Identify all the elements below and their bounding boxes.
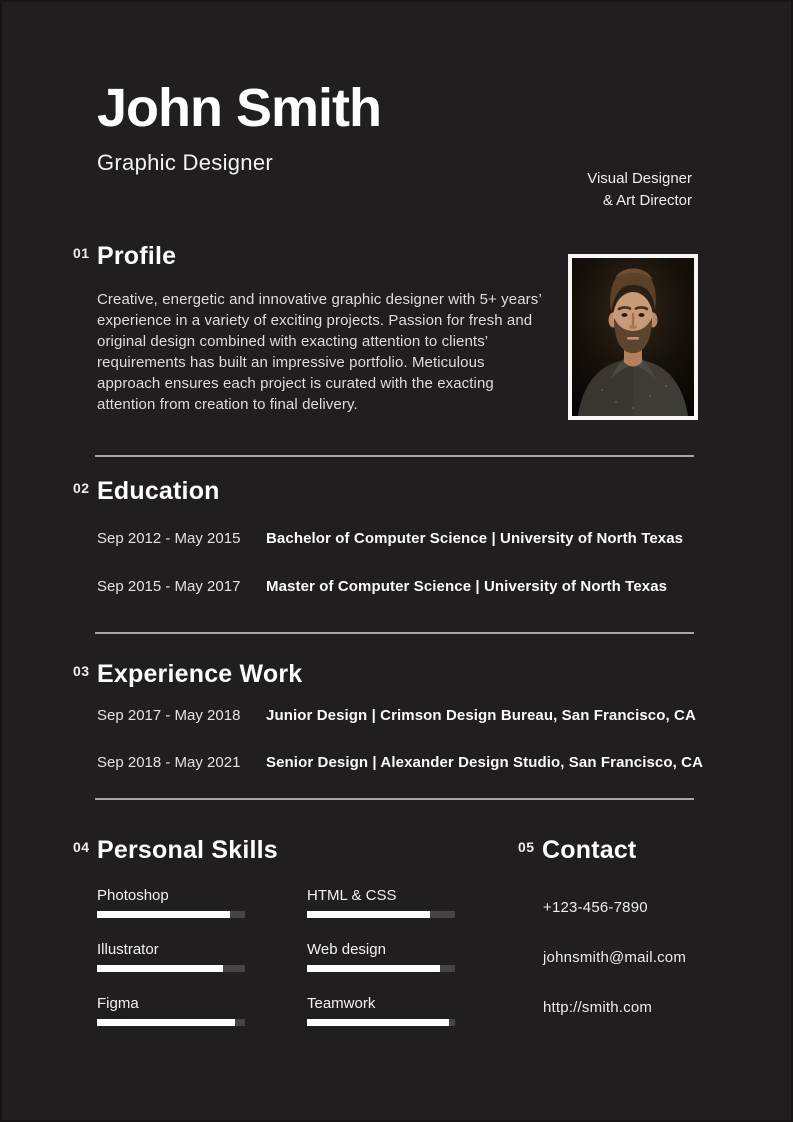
section-title-skills: Personal Skills	[97, 836, 278, 865]
section-number-contact: 05	[518, 839, 535, 856]
education-degree: Bachelor of Computer Science | University of North Texas	[266, 530, 684, 548]
contact-column	[518, 836, 793, 1049]
portrait-photo	[568, 254, 698, 420]
skill-bar	[97, 1019, 245, 1026]
experience-position: Junior Design | Crimson Design Bureau, San Francisco, CA	[266, 707, 696, 725]
section-number-education: 02	[73, 480, 90, 497]
section-number-skills: 04	[73, 839, 90, 856]
section-number-experience: 03	[73, 663, 90, 680]
tagline-line-1: Visual Designer	[587, 170, 692, 187]
skill-item	[97, 995, 245, 1026]
experience-period: Sep 2018 - May 2021	[97, 754, 241, 772]
skill-bar-fill	[97, 1019, 235, 1026]
skill-item	[307, 995, 455, 1026]
skill-label: Teamwork	[307, 995, 376, 1013]
skill-bar	[97, 965, 245, 972]
skill-item	[307, 941, 455, 972]
skills-col-1	[97, 887, 245, 1049]
education-degree: Master of Computer Science | University of North Texas	[266, 578, 668, 596]
section-education-header	[73, 477, 793, 506]
contact-phone[interactable]: +123-456-7890	[543, 899, 648, 917]
tagline	[587, 168, 692, 212]
section-contact-header	[518, 836, 793, 865]
skill-bar-fill	[307, 965, 440, 972]
skill-bar-fill	[307, 911, 430, 918]
section-number-profile: 01	[73, 245, 90, 262]
profile-summary: Creative, energetic and innovative graphic designer with 5+ years’ experience in a variety of exciting projects. Passion for fresh and original design combined with exacting attention to clients’ requirements has built an impressive portfolio. Meticulous approach ensures each project is curated with the exacting attention from creation to final delivery.	[97, 291, 542, 414]
skill-bar	[307, 911, 455, 918]
section-title-profile: Profile	[97, 242, 177, 271]
divider-3	[95, 798, 694, 800]
education-period: Sep 2012 - May 2015	[97, 530, 241, 548]
skill-label: Figma	[97, 995, 139, 1013]
portrait-photo-art	[572, 258, 694, 416]
skill-bar	[97, 911, 245, 918]
contact-email[interactable]: johnsmith@mail.com	[543, 949, 687, 967]
section-experience-header	[73, 660, 793, 689]
tagline-line-2: & Art Director	[602, 192, 692, 209]
skill-bar-fill	[97, 965, 223, 972]
skill-item	[97, 941, 245, 972]
person-role: Graphic Designer	[97, 150, 273, 176]
divider-2	[95, 632, 694, 634]
education-period: Sep 2015 - May 2017	[97, 578, 241, 596]
skill-label: Web design	[307, 941, 386, 959]
skills-column	[73, 836, 518, 1049]
skill-label: Illustrator	[97, 941, 159, 959]
experience-row	[97, 707, 793, 725]
experience-position: Senior Design | Alexander Design Studio, San Francisco, CA	[266, 754, 704, 772]
experience-row	[97, 754, 793, 772]
skills-grid	[97, 887, 518, 1049]
skill-label: Photoshop	[97, 887, 169, 905]
contact-website[interactable]: http://smith.com	[543, 999, 653, 1017]
skills-col-2	[307, 887, 455, 1049]
section-title-contact: Contact	[542, 836, 637, 865]
skill-bar-fill	[97, 911, 230, 918]
education-row	[97, 530, 793, 548]
section-skills-header	[73, 836, 518, 865]
header	[0, 0, 793, 176]
divider-1	[95, 455, 694, 457]
skill-bar-fill	[307, 1019, 449, 1026]
education-row	[97, 578, 793, 596]
contact-items	[543, 899, 793, 1016]
skill-label: HTML & CSS	[307, 887, 397, 905]
skill-bar	[307, 1019, 455, 1026]
experience-period: Sep 2017 - May 2018	[97, 707, 241, 725]
bottom-columns	[73, 836, 793, 1049]
section-title-education: Education	[97, 477, 220, 506]
skill-item	[307, 887, 455, 918]
section-title-experience: Experience Work	[97, 660, 303, 689]
skill-bar	[307, 965, 455, 972]
skill-item	[97, 887, 245, 918]
person-name: John Smith	[97, 78, 381, 138]
